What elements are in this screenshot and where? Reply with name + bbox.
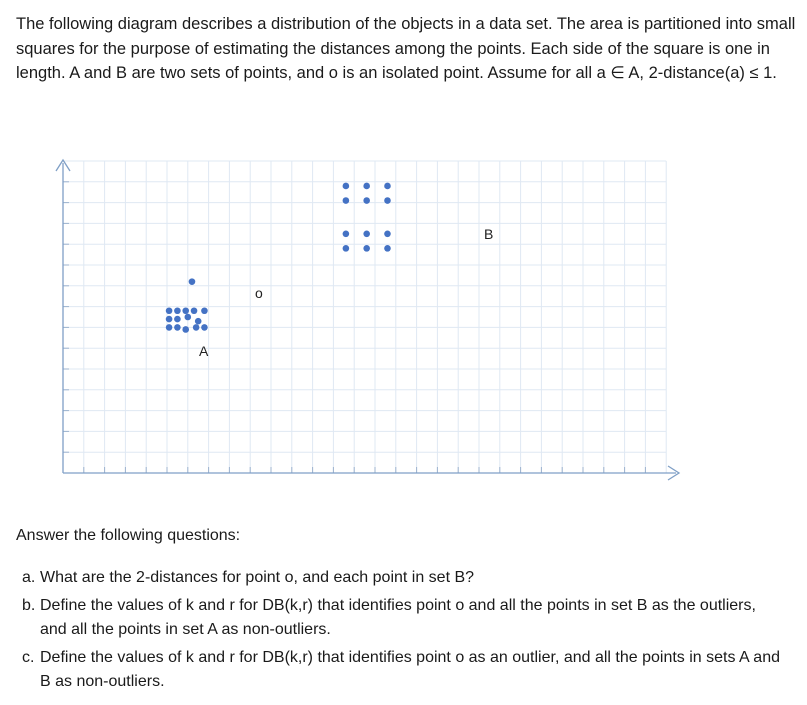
set-a-point — [166, 316, 173, 323]
questions-heading: Answer the following questions: — [16, 527, 241, 544]
set-a-point — [191, 307, 198, 314]
set-a-point — [174, 324, 181, 331]
label-o: o — [255, 285, 263, 301]
set-a-point — [201, 324, 208, 331]
label-a: A — [199, 343, 209, 359]
set-b-point — [384, 245, 391, 252]
question-letter: b. — [22, 596, 36, 614]
question-item — [16, 594, 786, 643]
set-a-point — [182, 326, 189, 333]
set-a-point — [174, 316, 181, 323]
set-a-point — [193, 324, 200, 331]
set-a-point — [182, 307, 189, 314]
point-o — [189, 278, 196, 285]
set-a-point — [166, 307, 173, 314]
set-b-point — [363, 183, 370, 190]
set-b-points — [343, 183, 391, 252]
label-b: B — [484, 226, 494, 242]
set-a-point — [166, 324, 173, 331]
question-item — [16, 646, 786, 695]
question-letter: c. — [22, 648, 35, 666]
set-a-points — [166, 307, 208, 332]
set-b-point — [384, 231, 391, 238]
set-b-point — [384, 197, 391, 204]
set-b-point — [384, 183, 391, 190]
set-b-point — [343, 197, 350, 204]
set-a-point — [174, 307, 181, 314]
set-b-point — [343, 245, 350, 252]
set-a-point — [201, 307, 208, 314]
question-text: Define the values of k and r for DB(k,r) that identifies point o as an outlier, and all the points in sets A and B as non-outliers. — [40, 648, 780, 690]
set-a-point — [185, 314, 192, 321]
set-b-point — [363, 197, 370, 204]
point-o-group — [189, 278, 196, 285]
set-b-point — [343, 183, 350, 190]
question-text: Define the values of k and r for DB(k,r) that identifies point o and all the points in set B as the outliers, and all the points in set A as non-outliers. — [40, 596, 756, 638]
question-item — [16, 566, 786, 591]
set-b-point — [363, 231, 370, 238]
set-a-point — [195, 318, 202, 325]
question-list — [16, 566, 786, 698]
intro-paragraph: The following diagram describes a distribution of the objects in a data set. The area is partitioned into small squares for the purpose of estimating the distances among the points. Each side of the square is one in length. A and B are two sets of points, and o is an isolated point. Assume for all a ∈ A, 2-distance(a) ≤ 1. — [16, 15, 796, 82]
set-b-point — [343, 231, 350, 238]
question-text: What are the 2-distances for point o, and each point in set B? — [40, 569, 475, 586]
question-letter: a. — [22, 569, 36, 586]
grid — [63, 161, 666, 473]
set-b-point — [363, 245, 370, 252]
